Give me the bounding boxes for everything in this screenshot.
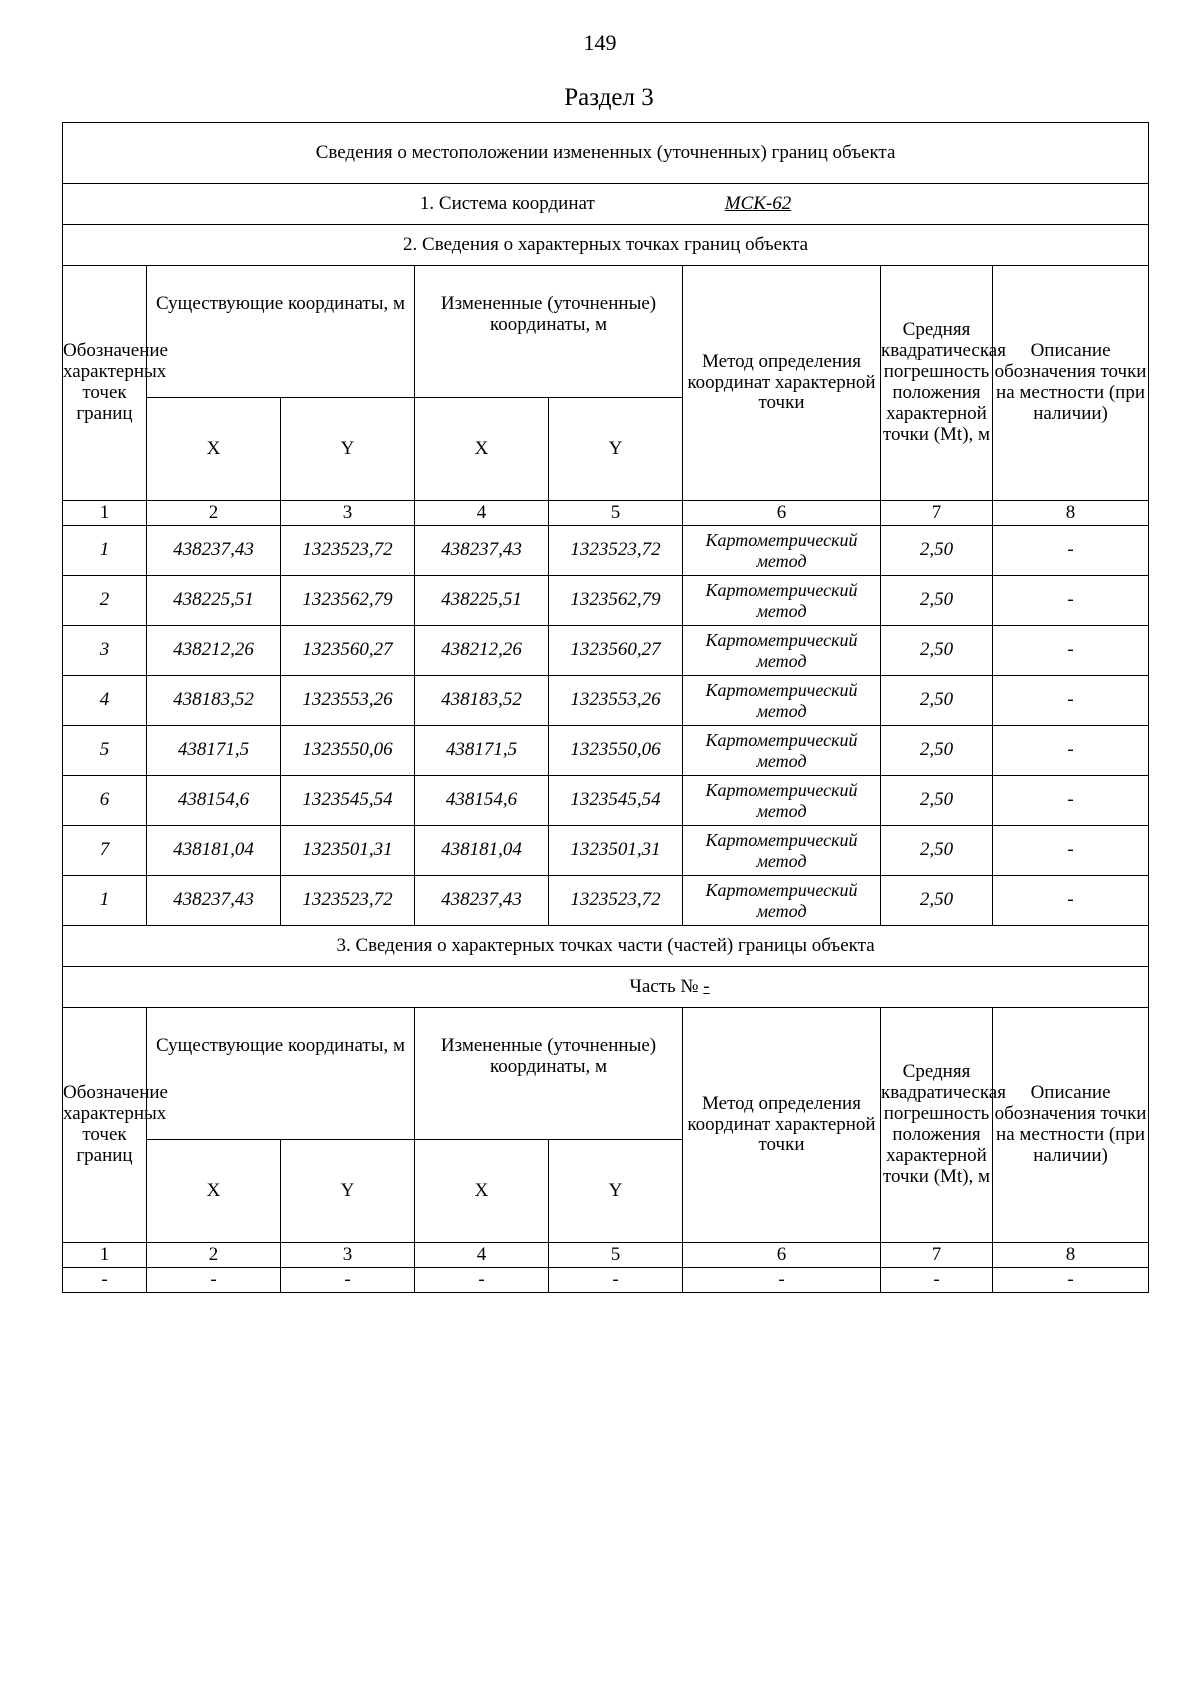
column-number: 5 <box>549 501 683 526</box>
parts-header-existing-coords: Существующие координаты, м <box>147 1008 415 1140</box>
points-section-title: 2. Сведения о характерных точках границ объекта <box>63 225 1149 266</box>
cell-description: - <box>993 826 1149 876</box>
column-number: 4 <box>415 501 549 526</box>
parts-column-numbers-row <box>63 1243 1149 1268</box>
cell-existing-x: 438171,5 <box>147 726 281 776</box>
column-number: 1 <box>63 501 147 526</box>
parts-header-existing-y: Y <box>281 1140 415 1243</box>
column-number: 5 <box>549 1243 683 1268</box>
cell-method: Картометрический метод <box>683 776 881 826</box>
table-row <box>63 526 1149 576</box>
table-row <box>63 776 1149 826</box>
cell-existing-x: - <box>147 1268 281 1293</box>
table-row <box>63 1268 1149 1293</box>
table-row <box>63 876 1149 926</box>
header-existing-x: X <box>147 398 281 501</box>
parts-header-method: Метод определения координат характерной точки <box>683 1008 881 1243</box>
cell-existing-x: 438183,52 <box>147 676 281 726</box>
cell-mt-value: 2,50 <box>881 626 993 676</box>
cell-existing-y: 1323501,31 <box>281 826 415 876</box>
cell-changed-y: 1323545,54 <box>549 776 683 826</box>
parts-header-changed-coords: Измененные (уточненные) координаты, м <box>415 1008 683 1140</box>
column-number: 7 <box>881 1243 993 1268</box>
cell-changed-x: 438237,43 <box>415 876 549 926</box>
cell-mt-value: 2,50 <box>881 776 993 826</box>
cell-mt-value: - <box>881 1268 993 1293</box>
cell-description: - <box>993 526 1149 576</box>
cell-method: - <box>683 1268 881 1293</box>
cell-mt-value: 2,50 <box>881 876 993 926</box>
part-value: - <box>703 975 710 997</box>
cell-existing-x: 438181,04 <box>147 826 281 876</box>
cell-existing-y: 1323523,72 <box>281 526 415 576</box>
cell-changed-y: 1323523,72 <box>549 876 683 926</box>
header-designation: Обозначение характерных точек границ <box>63 266 147 501</box>
cell-changed-y: 1323562,79 <box>549 576 683 626</box>
parts-header-changed-x: X <box>415 1140 549 1243</box>
cell-description: - <box>993 1268 1149 1293</box>
cell-description: - <box>993 626 1149 676</box>
cell-point-label: 5 <box>63 726 147 776</box>
part-number-row <box>63 967 1149 1008</box>
section-title: Раздел 3 <box>564 84 654 111</box>
cell-point-label: 2 <box>63 576 147 626</box>
cell-existing-x: 438212,26 <box>147 626 281 676</box>
header-changed-y: Y <box>549 398 683 501</box>
cell-existing-x: 438154,6 <box>147 776 281 826</box>
part-label: Часть № <box>629 975 699 997</box>
parts-header-designation: Обозначение характерных точек границ <box>63 1008 147 1243</box>
cell-description: - <box>993 676 1149 726</box>
header-method: Метод определения координат характерной точки <box>683 266 881 501</box>
table-row <box>63 676 1149 726</box>
cell-method: Картометрический метод <box>683 726 881 776</box>
column-number: 7 <box>881 501 993 526</box>
column-number: 6 <box>683 1243 881 1268</box>
column-number: 4 <box>415 1243 549 1268</box>
header-changed-x: X <box>415 398 549 501</box>
cell-changed-x: 438154,6 <box>415 776 549 826</box>
cell-existing-y: 1323553,26 <box>281 676 415 726</box>
cell-method: Картометрический метод <box>683 576 881 626</box>
table-row <box>63 576 1149 626</box>
cell-method: Картометрический метод <box>683 626 881 676</box>
table-row <box>63 626 1149 676</box>
column-number: 1 <box>63 1243 147 1268</box>
table-row <box>63 726 1149 776</box>
header-mt: Средняя квадратическая погрешность положения характерной точки (Mt), м <box>881 266 993 501</box>
coordinate-system-value: МСК-62 <box>724 192 792 214</box>
cell-changed-x: 438212,26 <box>415 626 549 676</box>
cell-existing-y: 1323523,72 <box>281 876 415 926</box>
cell-description: - <box>993 776 1149 826</box>
cell-changed-y: - <box>549 1268 683 1293</box>
parts-header-existing-x: X <box>147 1140 281 1243</box>
page-number: 149 <box>583 30 617 55</box>
table-row <box>63 826 1149 876</box>
cell-point-label: - <box>63 1268 147 1293</box>
table-title: Сведения о местоположении измененных (уточненных) границ объекта <box>63 123 1149 184</box>
cell-existing-x: 438237,43 <box>147 876 281 926</box>
cell-changed-y: 1323553,26 <box>549 676 683 726</box>
cell-method: Картометрический метод <box>683 676 881 726</box>
cell-changed-x: 438181,04 <box>415 826 549 876</box>
column-number: 8 <box>993 1243 1149 1268</box>
cell-mt-value: 2,50 <box>881 576 993 626</box>
header-changed-coords: Измененные (уточненные) координаты, м <box>415 266 683 398</box>
cell-description: - <box>993 876 1149 926</box>
cell-point-label: 1 <box>63 876 147 926</box>
header-existing-coords: Существующие координаты, м <box>147 266 415 398</box>
column-number: 8 <box>993 501 1149 526</box>
cell-changed-y: 1323550,06 <box>549 726 683 776</box>
cell-changed-x: 438225,51 <box>415 576 549 626</box>
column-numbers-row <box>63 501 1149 526</box>
cell-mt-value: 2,50 <box>881 526 993 576</box>
column-number: 6 <box>683 501 881 526</box>
parts-section-title: 3. Сведения о характерных точках части (частей) границы объекта <box>63 926 1149 967</box>
cell-point-label: 6 <box>63 776 147 826</box>
column-number: 2 <box>147 1243 281 1268</box>
cell-existing-y: 1323560,27 <box>281 626 415 676</box>
cell-changed-x: 438183,52 <box>415 676 549 726</box>
cell-changed-y: 1323501,31 <box>549 826 683 876</box>
cell-method: Картометрический метод <box>683 826 881 876</box>
boundary-table <box>62 122 1149 1293</box>
cell-mt-value: 2,50 <box>881 726 993 776</box>
cell-existing-x: 438225,51 <box>147 576 281 626</box>
cell-existing-y: 1323545,54 <box>281 776 415 826</box>
parts-header-mt: Средняя квадратическая погрешность положения характерной точки (Mt), м <box>881 1008 993 1243</box>
parts-header-description: Описание обозначения точки на местности (при наличии) <box>993 1008 1149 1243</box>
coordinate-system-row <box>63 184 1149 225</box>
cell-changed-x: 438171,5 <box>415 726 549 776</box>
cell-point-label: 3 <box>63 626 147 676</box>
cell-point-label: 7 <box>63 826 147 876</box>
cell-existing-y: - <box>281 1268 415 1293</box>
cell-existing-y: 1323550,06 <box>281 726 415 776</box>
coordinate-system-label: 1. Система координат <box>419 192 595 214</box>
parts-header-changed-y: Y <box>549 1140 683 1243</box>
column-number: 2 <box>147 501 281 526</box>
cell-existing-x: 438237,43 <box>147 526 281 576</box>
cell-description: - <box>993 726 1149 776</box>
header-existing-y: Y <box>281 398 415 501</box>
cell-mt-value: 2,50 <box>881 676 993 726</box>
cell-changed-x: 438237,43 <box>415 526 549 576</box>
cell-description: - <box>993 576 1149 626</box>
column-number: 3 <box>281 1243 415 1268</box>
header-description: Описание обозначения точки на местности (при наличии) <box>993 266 1149 501</box>
cell-mt-value: 2,50 <box>881 826 993 876</box>
cell-method: Картометрический метод <box>683 876 881 926</box>
cell-changed-x: - <box>415 1268 549 1293</box>
cell-changed-y: 1323560,27 <box>549 626 683 676</box>
cell-point-label: 1 <box>63 526 147 576</box>
cell-point-label: 4 <box>63 676 147 726</box>
cell-existing-y: 1323562,79 <box>281 576 415 626</box>
column-number: 3 <box>281 501 415 526</box>
cell-method: Картометрический метод <box>683 526 881 576</box>
cell-changed-y: 1323523,72 <box>549 526 683 576</box>
